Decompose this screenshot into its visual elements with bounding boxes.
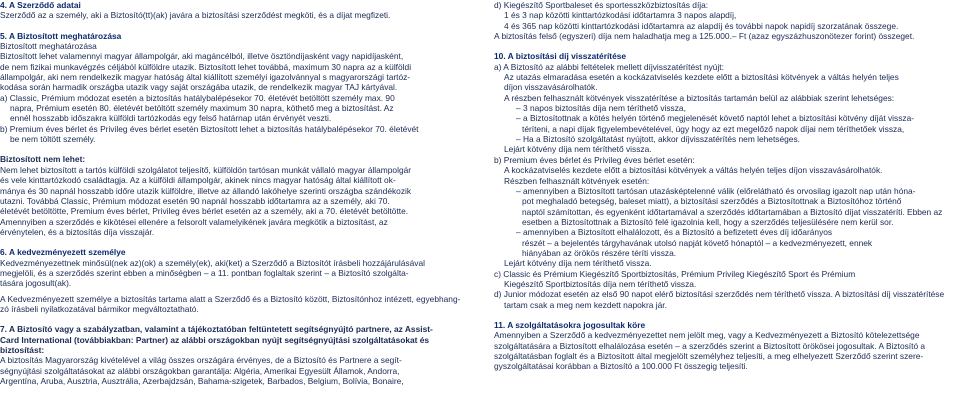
text-line: b) Premium éves bérlet és Privileg éves bérlet esetén: xyxy=(494,154,695,165)
section-10-body xyxy=(494,62,956,310)
text-line: gyszolgáltatásai korábban a Biztosító a 100.000 Ft összegig teljesíti. xyxy=(494,361,748,372)
text-line: utazni. Továbbá Classic, Prémium módozat esetén 90 napnál hosszabb időtartamra az a személy, aki 70. xyxy=(0,195,390,206)
text-line: részét – a bejelentés tárgyhavának utolsó napját követő hónaptól – a kedvezményezett, ennek xyxy=(522,237,873,248)
text-line: állampolgár, aki nem rendelkezik magyar hatóság által kiállított személyi igazolvánnyal s magyarországi tartóz- xyxy=(0,72,411,83)
section-5-heading: 5. A Biztosított meghatározása xyxy=(0,30,122,41)
text-line: a) Classic, Prémium módozat esetén a biztosítás hatálybalépésekor 70. életévét betöltött személy max. 90 xyxy=(0,92,395,103)
not-insured-heading: Biztosított nem lehet: xyxy=(0,154,86,165)
text-line: A kockázatviselés kezdete előtt a biztosítási kötvények a váltás helyén teljes díjon visszavásárolhatók. xyxy=(504,165,883,176)
text-line: – amennyiben a Biztosított elhalálozott, és a Biztosító a befizetett éves díj időarányos xyxy=(516,227,833,238)
text-line: Card International (továbbiakban: Partner) az alábbi országokban nyújt segítségnyújtási szolgáltatásokat és xyxy=(0,334,430,345)
sport-fee-block xyxy=(494,0,956,41)
text-line: c) Classic és Prémium Kiegészítő Sportbiztosítás, Prémium Privileg Kiegészítő Sport és Prémium xyxy=(494,268,856,279)
text-line: tására jogosult(ak). xyxy=(0,278,72,289)
text-line: 1 és 3 nap közötti kinttartózkodási időtartamra 3 napos alapdíj, xyxy=(504,10,737,21)
text-line: be nem töltött személy. xyxy=(10,134,96,145)
text-line: megjelöli, és a szerződés szerint ebben a minőségben – a 11. pontban foglaltak szerint – a Biztosító szolgálta- xyxy=(0,267,409,278)
text-line: Kiegészítő Sportbiztosítás díja nem téríthető vissza. xyxy=(504,278,697,289)
text-line: A biztosítás Magyarország kivételével a világ összes országára érvényes, de a Biztosító és Partnere a segít- xyxy=(0,355,402,366)
section-7-body xyxy=(0,324,466,386)
text-line: ennél hosszabb időszakra külföldi tartózkodás egy felső határnap után érvényét veszti. xyxy=(10,113,332,124)
full-width-paragraph xyxy=(0,294,466,315)
left-column xyxy=(0,0,466,386)
section-4-heading: 4. A Szerződő adatai xyxy=(0,0,81,10)
text-line: ségnyújtási szolgáltatásokat az alábbi országokban garantálja: Algéria, Amerikai Egyesült Államok, Andorra, xyxy=(0,365,400,376)
text-line: naptól számítottan, és egyenként időtartamával a szerződés időtartamában a Biztosító díjat visszatéríti. Ebben az xyxy=(522,206,943,217)
section-6-heading: 6. A kedvezményezett személye xyxy=(0,247,126,258)
text-line: Lejárt kötvény díja nem téríthető vissza. xyxy=(504,144,652,155)
text-line: A részben felhasznált kötvények visszatérítése a biztosítás tartamán belül az alábbiak szerint lehetséges: xyxy=(504,92,895,103)
text-line: Amennyiben a szerződés e kikötései ellenére a felsorolt valamelyikének javára megkötik a biztosítást, az xyxy=(0,216,388,227)
text-line: szolgáltatásban foglalt és a Biztosított által megjelölt személyhez teljesíti, a meg elhelyezett Szerződő szerint szere- xyxy=(494,351,924,361)
text-line: kodása során harmadik országba utazik vagy saját országába utazik, de rendelkezik magyar TAJ kártyával. xyxy=(0,82,398,93)
text-line: b) Premium éves bérlet és Privileg éves bérlet esetén Biztosított lehet a biztosítás hatálybalépésekor 70. életévét xyxy=(0,123,419,134)
text-line: hiányában az örökös részére téríti vissza. xyxy=(522,247,677,258)
text-line: Amennyiben a Szerződő a kedvezményezettet nem jelölt meg, vagy a Kedvezményezett a Biztosító kötelezettsége xyxy=(494,330,920,341)
text-line: a) A Biztosító az alábbi feltételek mellett díjvisszatérítést nyújt: xyxy=(494,61,724,72)
text-line: mánya és 30 napnál hosszabb időre utazik külföldre, illetve az állandó lakóhelye szerinti országba szándékozik xyxy=(0,185,412,196)
text-line: díjon visszavásárolhatók. xyxy=(504,82,598,93)
text-line: Nem lehet biztosított a tartós külföldi szolgálatot teljesítő, külföldön tartósan munkát vállaló magyar állampolgár xyxy=(0,164,412,175)
text-line: – Ha a Biztosító szolgáltatást nyújtott, akkor díjvisszatérítés nem lehetséges. xyxy=(516,134,800,145)
text-line: Az utazás elmaradása esetén a kockázatviselés kezdete előtt a biztosítási kötvények a váltás helyén teljes xyxy=(504,72,899,83)
text-line: napra, Prémium esetén 80. életévét betöltött személy maximum 30 napra, köthető meg a biztosítást. Az xyxy=(10,103,394,114)
section-6-body xyxy=(0,258,466,289)
text-line: d) Junior módozat esetén az első 90 napot elérő biztosítási szerződés nem téríthető vissza. A biztosítási díj visszatérítése xyxy=(494,289,945,300)
text-line: pot meghaladó betegség, baleset miatt), a biztosítási szerződés a Biztosítottnak a Biztosítóhoz történő xyxy=(522,196,902,207)
text-line: Biztosított lehet valamennyi magyar állampolgár, aki magáncélból, illetve ösztöndíjasként vagy napidíjasként, xyxy=(0,51,404,62)
section-5-subheading: Biztosított meghatározása xyxy=(0,41,97,52)
text-line: biztosítást: xyxy=(0,344,45,355)
right-column xyxy=(494,0,956,372)
text-line: tartam csak a meg nem kezdett napokra jár. xyxy=(504,299,667,310)
text-line: d) Kiegészítő Sportbaleset és sportesszközbiztosítás díja: xyxy=(494,0,709,10)
text-line: A biztosítás felső (egyszeri) díja nem haladhatja meg a 125.000.– Ft (azaz egyszázhuszonötezer forint) összeget. xyxy=(494,31,915,42)
text-line: és vele kinttartózkodó családtagja. Az a külföldi állampolgár, akinek nincs magyar hatóság által kiállított ok- xyxy=(0,175,396,186)
text-line: Részben felhasznált kötvények esetén: xyxy=(504,175,650,186)
text-line: 4 és 365 nap közötti kinttartózkodási időtartamra az alapdíj és további napok napidíj szorzatának összege. xyxy=(504,20,899,31)
text-line: Argentína, Aruba, Ausztria, Ausztrália, Azerbajdzsán, Bahama-szigetek, Barbados, Belgium, Bolívia, Bonaire, xyxy=(0,376,404,386)
section-4-text: Szerződő az a személy, aki a Biztosító(tt)(ak) javára a biztosítási szerződést megköti, és a díjat megfizeti. xyxy=(0,10,391,21)
text-line: – amennyiben a Biztosított tartósan utazásképtelenné válik (előrelátható és orvosilag igazolt nap után hóna- xyxy=(516,185,916,196)
text-line: szolgáltatására a Biztosított elhalálozása esetén – a szerződés szerint a Biztosított örökösei jogosultak. A Biztosító a xyxy=(494,340,926,351)
section-10-heading: 10. A biztosítási díj visszatérítése xyxy=(494,51,627,62)
text-line: zó írásbeli nyilatkozatával bármikor megváltoztatható. xyxy=(0,303,199,314)
text-line: Lejárt kötvény díja nem téríthető vissza. xyxy=(504,258,652,269)
text-line: A Kedvezményezett személye a biztosítás tartama alatt a Szerződő és a Biztosító között, Biztosítónhoz intézett, egyebhang- xyxy=(0,293,461,304)
text-line: Kedvezményezettnek minősül(nek az)(ok) a személy(ek), aki(ket) a Szerződő a Biztosítót írásbeli hozzájárulásával xyxy=(0,257,425,268)
text-line: életévét betöltötte, Premium éves bérlet, Privileg éves bérlet esetén az a személy, aki a 70. életévét betöltötte. xyxy=(0,206,409,217)
section-5-body xyxy=(0,51,466,144)
text-line: esetben a Biztosítottnak a Biztosító felé igazolnia kell, hogy a szerződés teljesülésére nem kerül sor. xyxy=(522,216,894,227)
text-line: – 3 napos biztosítás díja nem téríthető vissza, xyxy=(516,103,686,114)
section-11-heading: 11. A szolgáltatásokra jogosultak köre xyxy=(494,319,646,330)
section-11-body xyxy=(494,330,956,371)
text-line: érvénytelen, és a biztosítás díja visszajár. xyxy=(0,226,155,237)
text-line: – a Biztosítottnak a kötés helyén történő megjelenését követő naptól lehet a biztosítási kötvény díját vissza- xyxy=(516,113,915,124)
not-insured-body xyxy=(0,165,466,237)
text-line: téríteni, a napi díjak figyelembevételével, úgy hogy az ezt megelőző napok díjai nem téríthetőek vissza, xyxy=(522,123,905,134)
section-7-heading: 7. A Biztosító vagy a szabályzatban, valamint a tájékoztatóban feltüntetett segítségnyújtó partnere, az Assist- xyxy=(0,324,433,335)
text-line: de nem fizikai munkavégzés céljából külföldre utazik. Biztosított lehet továbbá, maximum 30 napra az a külföldi xyxy=(0,61,412,72)
